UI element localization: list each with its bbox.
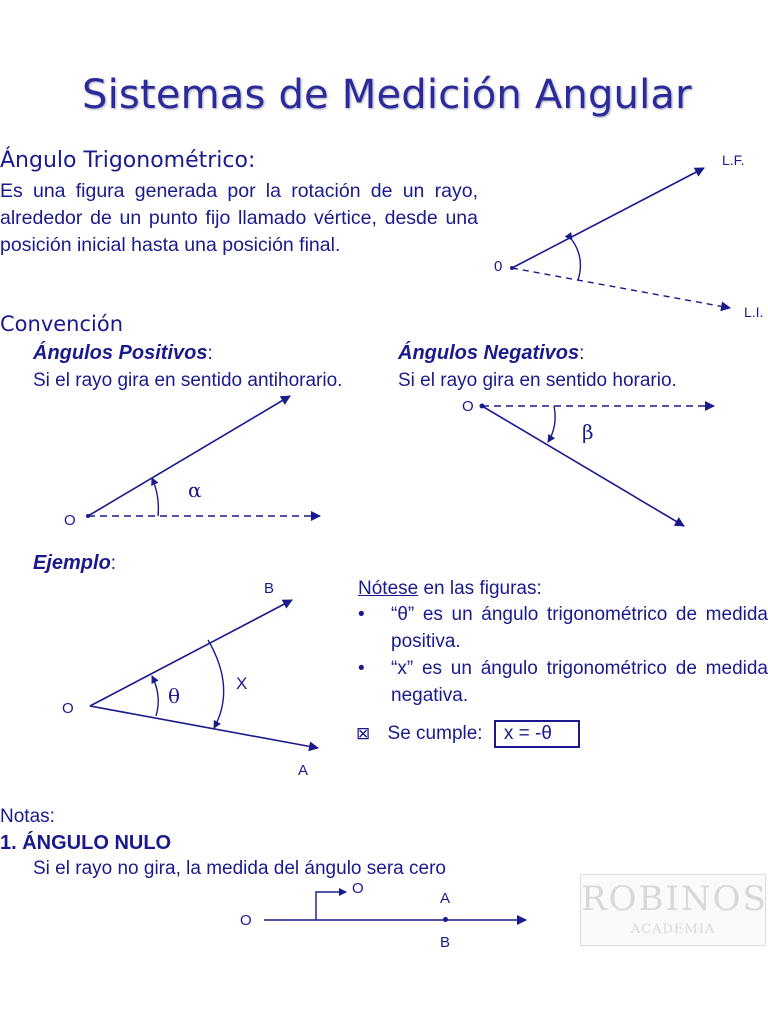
- null-label-A: A: [440, 890, 451, 907]
- positive-desc: Si el rayo gira en sentido antihorario.: [33, 370, 343, 391]
- null-point: [443, 917, 448, 922]
- conclusion-row: [356, 720, 580, 748]
- alpha-arc: [152, 478, 158, 516]
- negative-title: Ángulos Negativos: [398, 342, 580, 364]
- diagram-trig-angle: [510, 168, 730, 308]
- positive-title: Ángulos Positivos: [33, 342, 208, 364]
- diagram-null-angle: [264, 892, 526, 920]
- negative-vertex-label: O: [462, 398, 474, 415]
- therefore-icon: ⊠: [356, 724, 371, 744]
- note1-text: Si el rayo no gira, la medida del ángulo sera cero: [33, 858, 446, 879]
- theta-arc: [152, 676, 158, 716]
- positive-vertex-label: O: [64, 512, 76, 529]
- page-title: Sistemas de Medición Angular: [82, 72, 692, 118]
- conclusion-formula: x = -θ: [494, 720, 580, 748]
- theta-label: θ: [168, 684, 181, 708]
- negative-desc: Si el rayo gira en sentido horario.: [398, 370, 677, 391]
- notes-heading: Notas:: [0, 806, 55, 827]
- diagram-negative-angle: [480, 404, 715, 527]
- alpha-label: α: [188, 478, 202, 502]
- null-label-B: B: [440, 934, 451, 951]
- ray-initial: [512, 268, 730, 308]
- conclusion-label: Se cumple:: [387, 723, 483, 744]
- beta-label: β: [582, 420, 594, 444]
- bullet-x: • “x” es un ángulo trigonométrico de medida negativa.: [358, 658, 768, 706]
- example-vertex-O: O: [62, 700, 74, 717]
- section-heading-angulo: Ángulo Trigonométrico:: [0, 148, 256, 173]
- example-heading-row: Ejemplo:: [33, 552, 117, 574]
- beta-arc: [548, 406, 555, 442]
- vertex-label-1: 0: [494, 258, 503, 275]
- note-heading: Nótese en las figuras:: [358, 578, 542, 599]
- example-label-B: B: [264, 580, 275, 597]
- label-li: L.I.: [744, 304, 764, 320]
- x-label: X: [236, 674, 248, 693]
- note1-title: 1. ÁNGULO NULO: [0, 832, 172, 854]
- ray-final: [512, 168, 704, 268]
- null-label-O-top: O: [352, 880, 364, 897]
- diagram-positive-angle: [86, 396, 320, 518]
- bullet-theta: • “θ” es un ángulo trigonométrico de medida positiva.: [358, 604, 768, 652]
- example-label-A: A: [298, 762, 309, 779]
- rotation-arc: [572, 240, 580, 280]
- x-arc: [208, 640, 224, 728]
- definition-paragraph: Es una figura generada por la rotación de un rayo, alrededor de un punto fijo llamado vértice, desde una posición inicial hasta una posición final.: [0, 180, 478, 256]
- label-lf: L.F.: [722, 152, 745, 168]
- diagram-example: [90, 600, 318, 748]
- watermark-logo: ROBINOS ACADEMIA: [580, 874, 766, 946]
- ray-OA: [90, 706, 318, 748]
- example-heading: Ejemplo: [33, 552, 111, 574]
- null-marker: [316, 892, 346, 920]
- convention-heading: Convención: [0, 312, 124, 336]
- positive-title-row: Ángulos Positivos:: [33, 342, 213, 364]
- null-label-O-left: O: [240, 912, 252, 929]
- negative-title-row: Ángulos Negativos:: [398, 342, 585, 364]
- note-bullets: [358, 601, 768, 709]
- ray-OB: [90, 600, 292, 706]
